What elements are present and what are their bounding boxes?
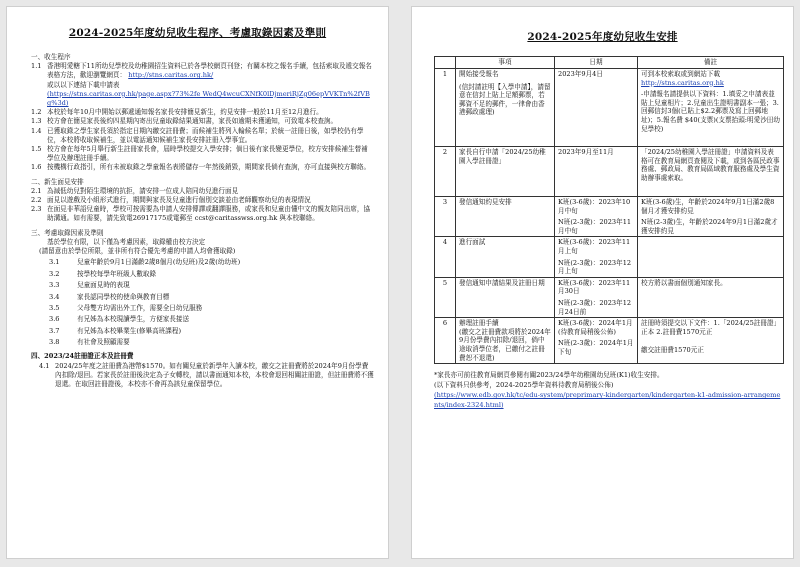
table-row <box>435 197 784 237</box>
notes-block <box>412 364 793 410</box>
school-website-link[interactable]: http://stns.caritas.org.hk <box>641 78 724 87</box>
table-header-row <box>435 57 784 69</box>
criteria-item <box>49 304 374 313</box>
item-2-2 <box>31 196 374 205</box>
item-1-6 <box>31 163 374 172</box>
row-date: 2023年9月4日 <box>555 69 638 147</box>
item-2-3-tail: 與本校聯絡。 <box>279 214 319 223</box>
row-number: 4 <box>435 237 456 277</box>
section-2-heading: 二、新生面見安排 <box>31 177 84 186</box>
item-1-1-text: 香港明愛轄下11所幼兒學校及幼稚園招生資料已於各學校網頁刊登；有關本校之報名手續，包括索取及遞交報名表格方法，歡迎瀏覽網頁： <box>47 62 372 80</box>
item-number: 1.5 <box>31 145 42 154</box>
date-n-class: N班(2-3歲)：2023年11月中旬 <box>558 218 632 235</box>
date-n-class: N班(2-3歲)：2024年1月下旬 <box>558 339 634 356</box>
item-number: 1.3 <box>31 117 42 126</box>
row-remark <box>638 237 784 277</box>
item-1-3 <box>31 117 374 126</box>
item-number: 2.1 <box>31 186 42 195</box>
row-number: 5 <box>435 277 456 317</box>
criteria-item <box>49 293 374 302</box>
item-text <box>47 62 374 108</box>
website-link[interactable]: http://stns.caritas.org.hk/ <box>128 71 214 80</box>
criteria-number: 3.3 <box>49 281 60 290</box>
criteria-number: 3.5 <box>49 304 60 313</box>
criteria-item <box>49 258 374 267</box>
item-text: 為減低幼兒對陌生環境的抗拒，請安排一位成人陪同幼兒進行面見 <box>47 186 239 195</box>
event-note: (信封請註明【入學申請】，請留意在信封上貼上足額郵票，若郵資不足的郵件，一律會由香港郵政處理) <box>459 82 551 117</box>
criteria-text: 按學校每學年班級人數取錄 <box>77 269 157 278</box>
criteria-text: 家長認同學校的使命與教育目標 <box>77 292 170 301</box>
email-address[interactable]: ccst@caritasswss.org.hk <box>194 214 278 223</box>
criteria-item <box>49 338 374 347</box>
event-note: (繳交之註冊費款項將於2024年9月份學費內扣除/退回，倘中途取消學位者，已繳付之註冊費恕不退還) <box>459 327 551 362</box>
item-text: 面見以遊戲及小組形式進行，期間與家長及兒童進行個別交談並由老師觀察幼兒的表現情況 <box>47 196 311 205</box>
item-text: 已獲取錄之學生家長須於指定日期內繳交註冊費；而候補生將列入輪候名單；於統一註冊日後，如學校仍有學位，本校將收取候補生，並以電話通知候補生家長安排註冊入學事宜。 <box>47 126 364 144</box>
left-page <box>6 6 389 559</box>
remark-k-class: K班(3-6歲)生，年齡於2024年9月1日滿2歲8個月才獲安排約見 <box>641 198 775 215</box>
criteria-intro-2: (請留意由於學位所限，並非所有符合優先考慮的申請人均會獲取錄) <box>39 247 236 256</box>
item-text: 校方會在簡見家長後約四星期內寄出兒童取錄結果通知書，家長如逾期未獲通知，可致電本校查詢。 <box>47 117 338 126</box>
criteria-intro-1: 基於學位有限，以下僅為考慮因素，取錄權由校方決定 <box>47 237 206 246</box>
criteria-number: 3.8 <box>49 338 60 347</box>
row-event: 進行面試 <box>456 237 555 277</box>
item-2-3-text: 在面見非華語兒童時，學校可按需要為申請人安排傳譯或翻譯服務，或家長和兒童由懂中文的親友陪同出席，協助溝通。如有需要，請先致電26917175或電郵至 <box>47 205 371 223</box>
date-n-class: N班(2-3歲)：2023年12月24日前 <box>558 298 632 316</box>
section-4-heading: 四、2023/24註冊證正本及註冊費 <box>31 352 134 361</box>
criteria-text: 父母雙方均需出外工作，需要全日幼兒服務 <box>77 304 203 313</box>
left-page-title: 2024-2025年度幼兒收生程序、考慮取錄因素及準則 <box>68 27 327 39</box>
edb-link[interactable]: (https://www.edb.gov.hk/tc/edu-system/preprimary-kindergarten/kindergarten-k1-admission-arrangements/index-2324.html) <box>434 391 781 410</box>
item-number: 2.3 <box>31 205 42 214</box>
criteria-text: 兒童年齡於9月1日滿齡2歲8個月(幼兒班)及2歲(幼幼班) <box>77 258 241 267</box>
row-remark <box>638 318 784 364</box>
item-number: 1.6 <box>31 163 42 172</box>
table-row <box>435 318 784 364</box>
criteria-item <box>49 315 374 324</box>
row-remark <box>638 197 784 237</box>
date-k-class: K班(3-6歲)：2023年10月中旬 <box>558 198 631 215</box>
date-k-class: K班(3-6歲)：2023年11月30日 <box>558 278 631 296</box>
item-text: 2024/25年度之註冊費為港幣$1570。如有關兒童於新學年入讀本校，繳交之註冊費將於2024年9月份學費內扣除/退回。若家長於註冊後決定為子女轉校，請以書面通知本校，本校會退回相關註冊證，但註冊費將不獲退還。在取回註冊證後，本校亦不會再為該兒童保留學位。 <box>55 361 374 388</box>
row-event: 發信通知申請結果及註冊日期 <box>456 277 555 317</box>
event-title: 辦理註冊手續 <box>459 319 499 328</box>
date-k-class: K班(3-6歲)：2024年1月(待教育局稍後公佈) <box>558 319 633 336</box>
table-row <box>435 69 784 147</box>
criteria-number: 3.1 <box>49 258 60 267</box>
item-2-1 <box>31 187 374 196</box>
criteria-item <box>49 281 374 290</box>
row-date <box>555 277 638 317</box>
item-text: 按機構行政指引，所有未被取錄之學童報名表將儲存一年然後銷毀，期間家長倘有查詢，亦可直接與校方聯絡。 <box>47 163 371 172</box>
header-number <box>435 57 456 69</box>
criteria-list <box>49 258 374 347</box>
criteria-number: 3.4 <box>49 292 60 301</box>
item-1-4 <box>31 127 374 145</box>
row-event <box>456 318 555 364</box>
criteria-text: 兒童面見時的表現 <box>77 281 130 290</box>
schedule-table <box>434 56 784 364</box>
row-date <box>555 237 638 277</box>
item-1-1 <box>31 62 374 108</box>
criteria-number: 3.7 <box>49 326 60 335</box>
item-4-1 <box>39 362 374 390</box>
remark-text: 可到本校索取或到網站下載 <box>641 70 721 78</box>
row-number: 1 <box>435 69 456 147</box>
remark-requirements: -申請報名請提供以下資料：1.填妥之申請表並貼上兒童相片；2.兒童出生證明書副本一張；3.回郵信封3個(已貼上$2.2郵票及寫上回郵地址)；5.報名費 $40(支票)(支票抬頭:明愛沙田幼兒學校) <box>641 90 780 133</box>
row-date: 2023年9月至11月 <box>555 147 638 197</box>
criteria-number: 3.6 <box>49 315 60 324</box>
header-event: 事項 <box>456 57 555 69</box>
right-page-title: 2024-2025年度幼兒收生安排 <box>527 31 678 43</box>
section-3-heading: 三、考慮取錄因素及準則 <box>31 228 104 237</box>
row-date <box>555 197 638 237</box>
criteria-text: 有兄姊為本校畢業生(修畢高班課程) <box>77 326 182 335</box>
item-text <box>47 205 374 223</box>
remark-n-class: N班(2-3歲)生，年齡於2024年9月1日滿2歲才獲安排約見 <box>641 218 778 235</box>
criteria-text: 有社會及照顧需要 <box>77 338 130 347</box>
row-remark: 「2024/25幼稚園入學註冊證」申請資料及表格可在教育局網頁查閱及下載，或到各區民政事務處、郵政局、教育局區域教育服務處及學生資助辦事處索取。 <box>638 147 784 197</box>
row-number: 3 <box>435 197 456 237</box>
item-number: 4.1 <box>39 361 50 370</box>
criteria-item <box>49 270 374 279</box>
item-text: 校方會在每年5月舉行新生註冊家長會，屆時學校提交入學安排；倘日後有家長變更學位，校方安排候補生替補學位及辦理註冊手續。 <box>47 145 368 163</box>
date-k-class: K班(3-6歲)：2023年11月上旬 <box>558 238 631 255</box>
item-number: 1.1 <box>31 62 42 71</box>
criteria-item <box>49 327 374 336</box>
row-event: 家長自行申請「2024/25幼稚園入學註冊證」 <box>456 147 555 197</box>
row-remark: 校方將以書面個別通知家長。 <box>638 277 784 317</box>
remark-n-class: 繳交註冊費1570元正 <box>641 346 704 355</box>
item-number: 1.2 <box>31 108 42 117</box>
item-1-5 <box>31 145 374 163</box>
event-title: 開始接受報名 <box>459 70 499 78</box>
criteria-text: 有兄姊為本校現讀學生，方便家長接送 <box>77 315 190 324</box>
row-remark <box>638 69 784 147</box>
left-content <box>7 40 388 389</box>
item-number: 2.2 <box>31 196 42 205</box>
row-event: 發信通知約見安排 <box>456 197 555 237</box>
application-form-link[interactable]: (https://stns.caritas.org.hk/page.aspx?73%2fe WedQ4wcuCXNfK0lDjmeriRjZg06epVVKTn%2fVBg%3d) <box>47 89 370 108</box>
criteria-number: 3.2 <box>49 269 60 278</box>
table-row <box>435 277 784 317</box>
row-number: 6 <box>435 318 456 364</box>
remark-k-class: 註冊時須提交以下文件：1.「2024/25註冊證」正本 2.註冊費1570元正 <box>641 319 777 336</box>
note-2: (以下資料只供參考，2024-2025學年資料待教育局稍後公佈) <box>434 381 614 390</box>
row-number: 2 <box>435 147 456 197</box>
item-number: 1.4 <box>31 126 42 135</box>
item-2-3 <box>31 205 374 223</box>
row-event <box>456 69 555 147</box>
header-remark: 備註 <box>638 57 784 69</box>
note-1: *家長亦可前往教育局網頁參閱有關2023/24學年幼稚園幼兒班(K1)收生安排。 <box>434 371 664 380</box>
item-text: 本校於每年10月中開始以郵遞通知報名家長安排簡見新生，約見安排一般於11月至12月進行。 <box>47 108 323 117</box>
row-date <box>555 318 638 364</box>
item-1-1-mid: 或以以下連結下載申請表 <box>47 80 120 89</box>
right-page <box>411 6 794 559</box>
table-row <box>435 237 784 277</box>
header-date: 日期 <box>555 57 638 69</box>
section-1-heading: 一、收生程序 <box>31 53 71 61</box>
date-n-class: N班(2-3歲)：2023年12月上旬 <box>558 258 632 276</box>
table-row <box>435 147 784 197</box>
